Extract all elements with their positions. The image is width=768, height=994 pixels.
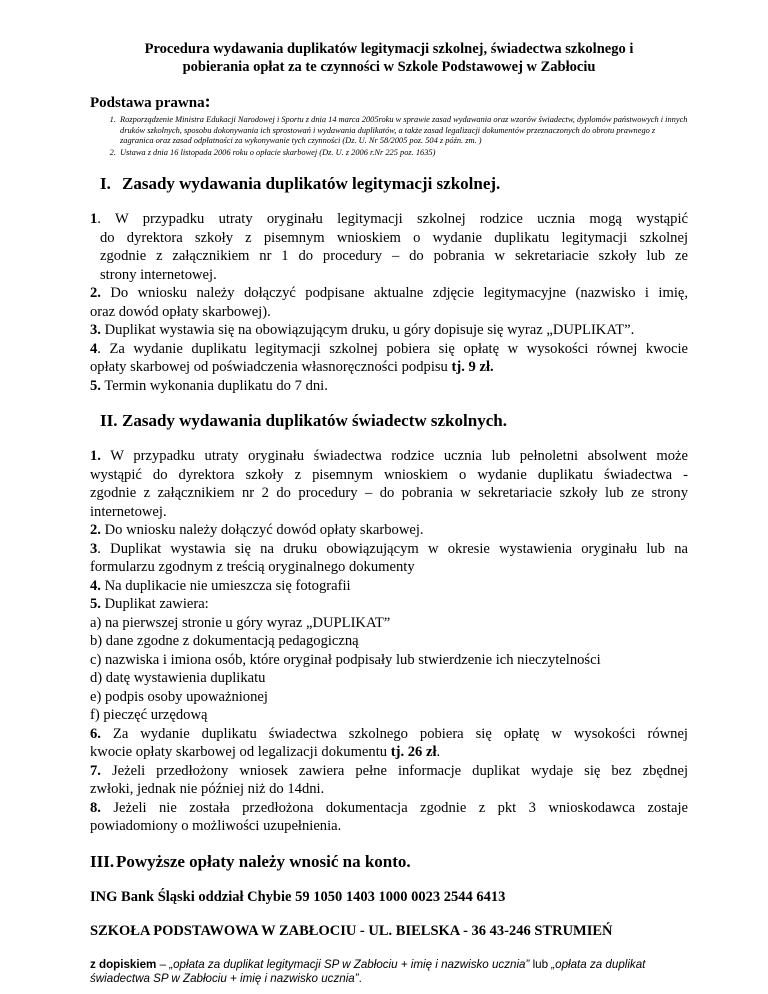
legal-basis-item: 1. Rozporządzenie Ministra Edukacji Narodowej i Sportu z dnia 14 marca 2005roku w sprawie zasad wydawania oraz wzorów świadectw, dyplomów państwowych i innych druków szkolnych, sposobu dokonywania ich sprostowań i wydawania duplikatów, a także zasad legalizacji dokumentów przeznaczonych do obrotu prawnego z zagranica oraz zasad odpłatności za wykonywanie tych czynności (Dz. U. Nr 58/2005 poz. 504 z późn. zm. ) [118, 115, 688, 147]
bank-account-line: ING Bank Śląski oddział Chybie 59 1050 1403 1000 0023 2544 6413 [90, 888, 506, 905]
section-2-point-1: 1. W przypadku utraty oryginału świadectwa rodzice ucznia lub pełnoletni absolwent może [90, 448, 688, 465]
section-3-heading: III. Powyższe opłaty należy wnosić na konto. [90, 851, 411, 871]
duplicate-content-item: c) nazwiska i imiona osób, które oryginał podpisały lub stwierdzenie ich nieczytelności [90, 651, 601, 668]
section-2-point-2: 2. Do wniosku należy dołączyć dowód opłaty skarbowej. [90, 522, 424, 539]
duplicate-content-item: a) na pierwszej stronie u góry wyraz „DUPLIKAT” [90, 614, 391, 631]
section-1-point-2: 2. Do wniosku należy dołączyć podpisane aktualne zdjęcie legitymacyjne (nazwisko i imię, [90, 285, 688, 302]
payment-note: z dopiskiem – „opłata za duplikat legitymacji SP w Zabłociu + imię i nazwisko ucznia” lub „opłata za duplikat świadectwa SP w Zabłociu + imię i nazwisko ucznia”. [90, 957, 646, 986]
duplicate-content-item: b) dane zgodne z dokumentacją pedagogiczną [90, 633, 359, 650]
section-2-point-5: 5. Duplikat zawiera: [90, 596, 209, 613]
document-page [90, 40, 688, 987]
duplicate-content-item: d) datę wystawienia duplikatu [90, 670, 266, 687]
fee-legitymacja: tj. 9 zł. [451, 359, 494, 376]
section-2-point-8: 8. Jeżeli nie została przedłożona dokumentacja zgodnie z pkt 3 wnioskodawca zostaje [90, 799, 688, 816]
section-2-point-6: 6. Za wydanie duplikatu świadectwa szkolnego pobiera się opłatę w wysokości równej [90, 725, 688, 742]
section-1-point-1: 1. W przypadku utraty oryginału legitymacji szkolnej rodzice ucznia mogą wystąpić [90, 211, 688, 228]
section-2-point-4: 4. Na duplikacie nie umieszcza się fotografii [90, 577, 351, 594]
section-2-heading: II. Zasady wydawania duplikatów świadectw szkolnych. [100, 411, 507, 431]
title-line-1: Procedura wydawania duplikatów legitymacji szkolnej, świadectwa szkolnego i [144, 41, 634, 57]
section-1-heading: I. Zasady wydawania duplikatów legitymacji szkolnej. [100, 174, 501, 194]
school-address-line: SZKOŁA PODSTAWOWA W ZABŁOCIU - UL. BIELSKA - 36 43-246 STRUMIEŃ [90, 922, 613, 939]
section-2-point-7: 7. Jeżeli przedłożony wniosek zawiera pełne informacje duplikat wydaje się bez zbędnej [90, 762, 688, 779]
section-1-point-5: 5. Termin wykonania duplikatu do 7 dni. [90, 377, 328, 394]
duplicate-content-item: e) podpis osoby upoważnionej [90, 688, 268, 705]
legal-basis-heading: Podstawa prawna: [90, 91, 211, 111]
title-line-2: pobierania opłat za te czynności w Szkole Podstawowej w Zabłociu [182, 59, 596, 75]
section-2-point-3: 3. Duplikat wystawia się na druku obowiązującym w okresie wystawienia oryginału lub na [90, 540, 688, 557]
document-title [90, 40, 688, 76]
section-2-body: 1. W przypadku utraty oryginału świadectwa rodzice ucznia lub pełnoletni absolwent może wystąpić do dyrektora szkoły z pisemnym wnioskiem o wydanie duplikatu świadectwa - zgodnie z załącznikiem nr 2 do procedury – do pobrania w sekretariacie szkoły lub ze strony internetowej. 2. Do wniosku należy dołączyć dowód opłaty skarbowej. 3. Duplikat wystawia się na druku obowiązującym w okresie wystawienia oryginału lub na formularzu zgodnym z treścią oryginalnego dokumenty 4. Na duplikacie nie umieszcza się fotografii 5. Duplikat zawiera: a) na pierwszej stronie u góry wyraz „DUPLIKAT” b) dane zgodne z dokumentacją pedagogiczną c) nazwiska i imiona osób, które oryginał podpisały lub stwierdzenie ich nieczytelności d) datę wystawienia duplikatu e) podpis osoby upoważnionej f) pieczęć urzędową 6. Za wydanie duplikatu świadectwa szkolnego pobiera się opłatę w wysokości równej kwocie opłaty skarbowej od legalizacji dokumentu tj. 26 zł. 7. Jeżeli przedłożony wniosek zawiera pełne informacje duplikat wydaje się bez zbędnej zwłoki, jednak nie później niż do 14dni. 8. Jeżeli nie została przedłożona dokumentacja zgodnie z pkt 3 wnioskodawca zostaje powiadomiony o możliwości uzupełnienia. [90, 448, 688, 835]
section-1-point-3: 3. Duplikat wystawia się na obowiązującym druku, u góry dopisuje się wyraz „DUPLIKAT”. [90, 322, 635, 339]
section-1-body: 1. W przypadku utraty oryginału legitymacji szkolnej rodzice ucznia mogą wystąpić do dyrektora szkoły z pisemnym wnioskiem o wydanie duplikatu legitymacji szkolnej zgodnie z załącznikiem nr 1 do procedury – do pobrania w sekretariacie szkoły lub ze strony internetowej. 2. Do wniosku należy dołączyć podpisane aktualne zdjęcie legitymacyjne (nazwisko i imię, oraz dowód opłaty skarbowej). 3. Duplikat wystawia się na obowiązującym druku, u góry dopisuje się wyraz „DUPLIKAT”. 4. Za wydanie duplikatu legitymacji szkolnej pobiera się opłatę w wysokości równej kwocie opłaty skarbowej od poświadczenia własnoręczności podpisu tj. 9 zł. 5. Termin wykonania duplikatu do 7 dni. [90, 211, 688, 394]
duplicate-content-item: f) pieczęć urzędową [90, 707, 208, 724]
legal-basis-list [90, 115, 688, 158]
fee-swiadectwo: tj. 26 zł [390, 744, 437, 761]
section-1-point-4: 4. Za wydanie duplikatu legitymacji szkolnej pobiera się opłatę w wysokości równej kwocie [90, 340, 688, 357]
legal-basis-item: 2. Ustawa z dnia 16 listopada 2006 roku o opłacie skarbowej (Dz. U. z 2006 r.Nr 225 poz. 1635) [118, 148, 688, 159]
